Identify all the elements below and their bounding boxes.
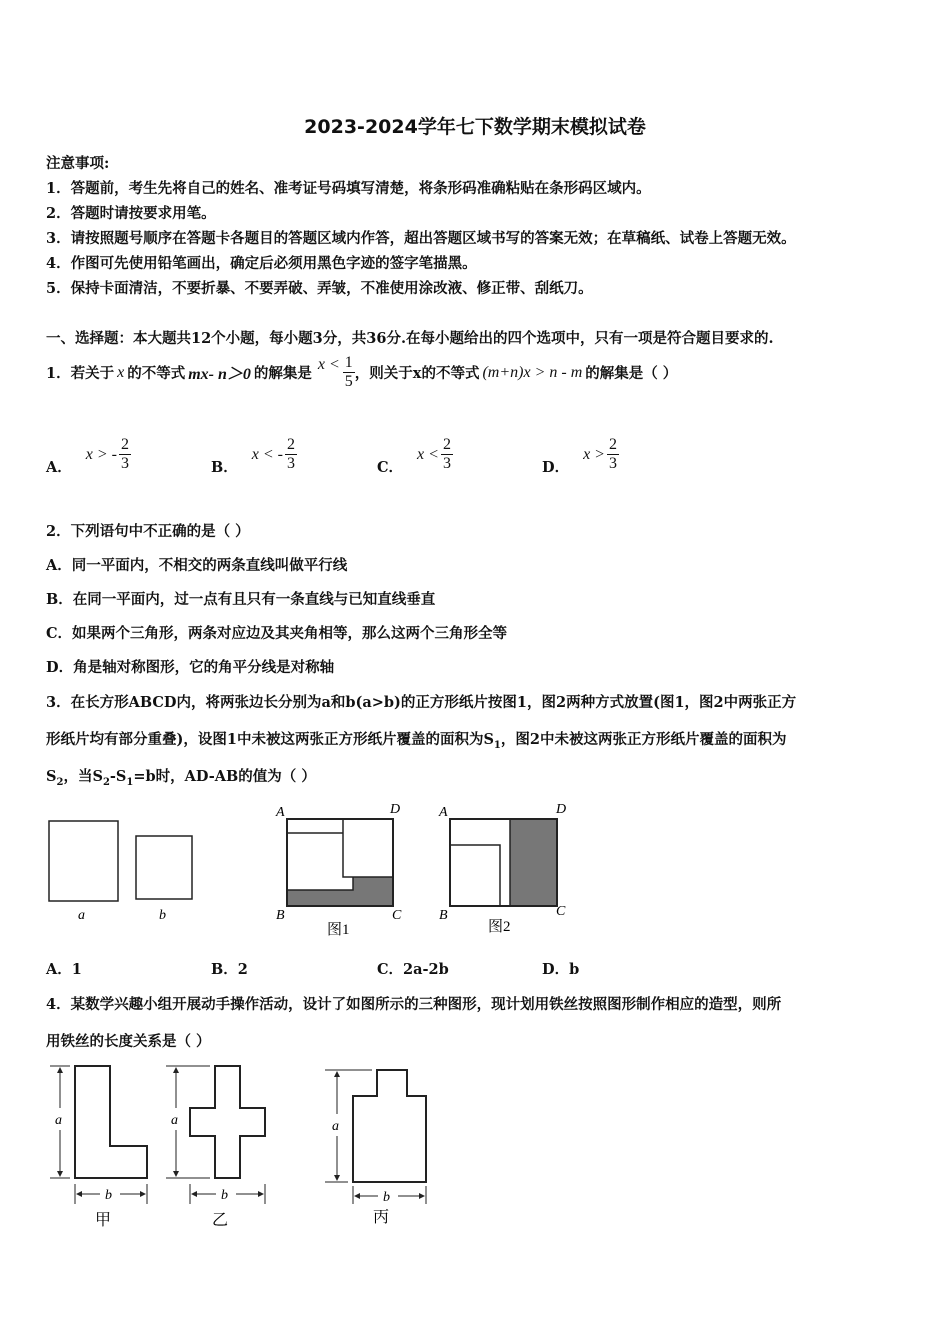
yi-label-b: b (221, 1188, 228, 1203)
option-fraction (441, 436, 453, 473)
q4-figure (40, 1058, 460, 1238)
option-numerator: 2 (442, 436, 451, 453)
label-b: b (159, 908, 166, 923)
q3-text: ，图2中未被这两张正方形纸片覆盖的面积为 (500, 731, 787, 748)
bing-label-b: b (383, 1190, 390, 1205)
q1-option-b (211, 436, 297, 476)
option-numerator: 2 (287, 436, 295, 453)
caption-jia: 甲 (95, 1212, 112, 1229)
option-numerator: 2 (608, 436, 617, 453)
q1-mid3: ，则关于x的不等式 (354, 365, 480, 382)
option-text: b (569, 961, 580, 978)
q3-text: S (46, 768, 57, 785)
option-letter: B． (211, 459, 238, 476)
option-letter: D． (542, 961, 570, 978)
q3-subscript: 2 (56, 776, 64, 788)
question-1 (46, 354, 677, 391)
q1-mid2: 的解集是 (253, 365, 312, 382)
vertex-d: D (390, 802, 401, 817)
section-heading: 一、选择题：本大题共12个小题，每小题3分，共36分.在每小题给出的四个选项中，只有一项是符合题目要求的. (46, 330, 774, 347)
q3-option-b (211, 958, 248, 979)
figure-2 (438, 802, 566, 935)
q1-option-a (46, 436, 131, 476)
question-4-line-1: 4．某数学兴趣小组开展动手操作活动，设计了如图所示的三种图形，现计划用铁丝按照图形制作相应的造型，则所 (46, 996, 782, 1013)
bing-label-a: a (332, 1119, 339, 1134)
caption-bing: 丙 (373, 1209, 390, 1226)
yi-outline (190, 1066, 265, 1178)
option-denominator: 3 (608, 455, 617, 472)
shape-jia (50, 1066, 147, 1229)
option-fraction (607, 436, 619, 473)
yi-label-a: a (171, 1113, 178, 1128)
notice-item-1: 1．答题前，考生先将自己的姓名、准考证号码填写清楚，将条形码准确粘贴在条形码区域内。 (46, 180, 651, 197)
notice-heading: 注意事项: (46, 155, 110, 172)
q3-text: ，当S (63, 768, 103, 785)
vertex-b: B (276, 908, 285, 923)
option-text: 1 (71, 961, 82, 978)
vertex-c: C (556, 904, 566, 919)
q2-option-c: C．如果两个三角形，两条对应边及其夹角相等，那么这两个三角形全等 (46, 625, 508, 642)
fig2-shaded-strip (510, 819, 557, 906)
option-letter: D． (542, 459, 570, 476)
q1-option-d (542, 436, 619, 476)
caption-figure-1: 图1 (327, 922, 350, 938)
option-lhs: x < (417, 445, 439, 463)
option-fraction (119, 436, 131, 473)
option-text: 2a-2b (403, 961, 449, 978)
option-denominator: 3 (121, 455, 129, 472)
jia-outline (75, 1066, 147, 1178)
q1-solution-lhs: x < (317, 355, 340, 373)
option-letter: A． (46, 459, 72, 476)
q1-solution-denominator: 5 (344, 373, 353, 390)
caption-yi: 乙 (212, 1212, 229, 1229)
option-denominator: 3 (442, 455, 451, 472)
page-title: 2023-2024学年七下数学期末模拟试卷 (304, 116, 646, 138)
option-letter: A． (46, 961, 72, 978)
vertex-b: B (439, 908, 448, 923)
label-a: a (78, 908, 85, 923)
caption-figure-2: 图2 (488, 919, 511, 935)
q3-option-c (377, 958, 449, 979)
option-text: 2 (237, 961, 248, 978)
q1-var-x: x (117, 363, 125, 381)
bing-outline (353, 1070, 426, 1182)
question-4-line-2: 用铁丝的长度关系是（ ） (46, 1033, 211, 1050)
notice-item-3: 3．请按照题号顺序在答题卡各题目的答题区域内作答，超出答题区域书写的答案无效；在草稿纸、试卷上答题无效。 (46, 230, 796, 247)
q3-subscript: 1 (126, 776, 134, 788)
q1-solution-numerator: 1 (344, 354, 353, 371)
fig1-square-b (343, 819, 393, 877)
figure-1 (275, 802, 402, 938)
q2-option-b: B．在同一平面内，过一点有且只有一条直线与已知直线垂直 (46, 591, 436, 608)
vertex-a: A (439, 805, 448, 820)
vertex-d: D (556, 802, 567, 817)
question-3-line-3 (46, 765, 316, 788)
jia-label-b: b (105, 1188, 112, 1203)
jia-label-a: a (55, 1113, 62, 1128)
shape-bing (325, 1070, 426, 1226)
q1-option-c (377, 436, 453, 476)
vertex-a: A (276, 805, 285, 820)
shape-yi (166, 1066, 265, 1229)
question-3-line-2 (46, 728, 786, 751)
q3-subscript: 2 (102, 776, 110, 788)
option-lhs: x > (583, 445, 605, 463)
q1-prefix: 1．若关于 (46, 365, 115, 382)
notice-item-4: 4．作图可先使用铅笔画出，确定后必须用黑色字迹的签字笔描黑。 (46, 255, 477, 272)
option-denominator: 3 (287, 455, 295, 472)
q1-solution-fraction (343, 354, 355, 391)
vertex-c: C (392, 908, 402, 923)
q1-suffix: 的解集是（ ） (585, 365, 678, 382)
q3-option-a (46, 958, 82, 979)
q3-text: -S (109, 768, 127, 785)
square-b (136, 836, 192, 899)
q2-option-a: A．同一平面内，不相交的两条直线叫做平行线 (46, 557, 348, 574)
q3-text: =b时，AD-AB的值为（ ） (133, 768, 316, 785)
option-lhs: x > - (85, 445, 117, 463)
q3-subscript: 1 (493, 739, 501, 751)
question-3-line-1: 3．在长方形ABCD内，将两张边长分别为a和b(a>b)的正方形纸片按图1，图2两种方式放置(图1，图2中两张正方 (46, 694, 797, 711)
q1-expr1: mx- n＞0 (188, 366, 251, 383)
option-lhs: x < - (251, 445, 283, 463)
q3-figure (40, 795, 580, 945)
q3-option-d (542, 958, 579, 979)
notice-item-5: 5．保持卡面清洁，不要折暴、不要弄破、弄皱，不准使用涂改液、修正带、刮纸刀。 (46, 280, 593, 297)
fig2-square-b (450, 845, 500, 906)
square-a (49, 821, 118, 901)
option-numerator: 2 (121, 436, 129, 453)
q2-option-d: D．角是轴对称图形，它的角平分线是对称轴 (46, 659, 335, 676)
option-letter: C． (377, 459, 404, 476)
fig1-shaded-corner (353, 877, 393, 906)
option-letter: B． (211, 961, 238, 978)
q1-expr2: (m+n)x > n - m (482, 363, 583, 381)
question-2: 2．下列语句中不正确的是（ ） (46, 523, 250, 540)
option-fraction (285, 436, 297, 473)
q3-text: 形纸片均有部分重叠)，设图1中未被这两张正方形纸片覆盖的面积为S (46, 731, 494, 748)
notice-item-2: 2．答题时请按要求用笔。 (46, 205, 216, 222)
q1-mid1: 的不等式 (127, 365, 186, 382)
option-letter: C． (377, 961, 404, 978)
